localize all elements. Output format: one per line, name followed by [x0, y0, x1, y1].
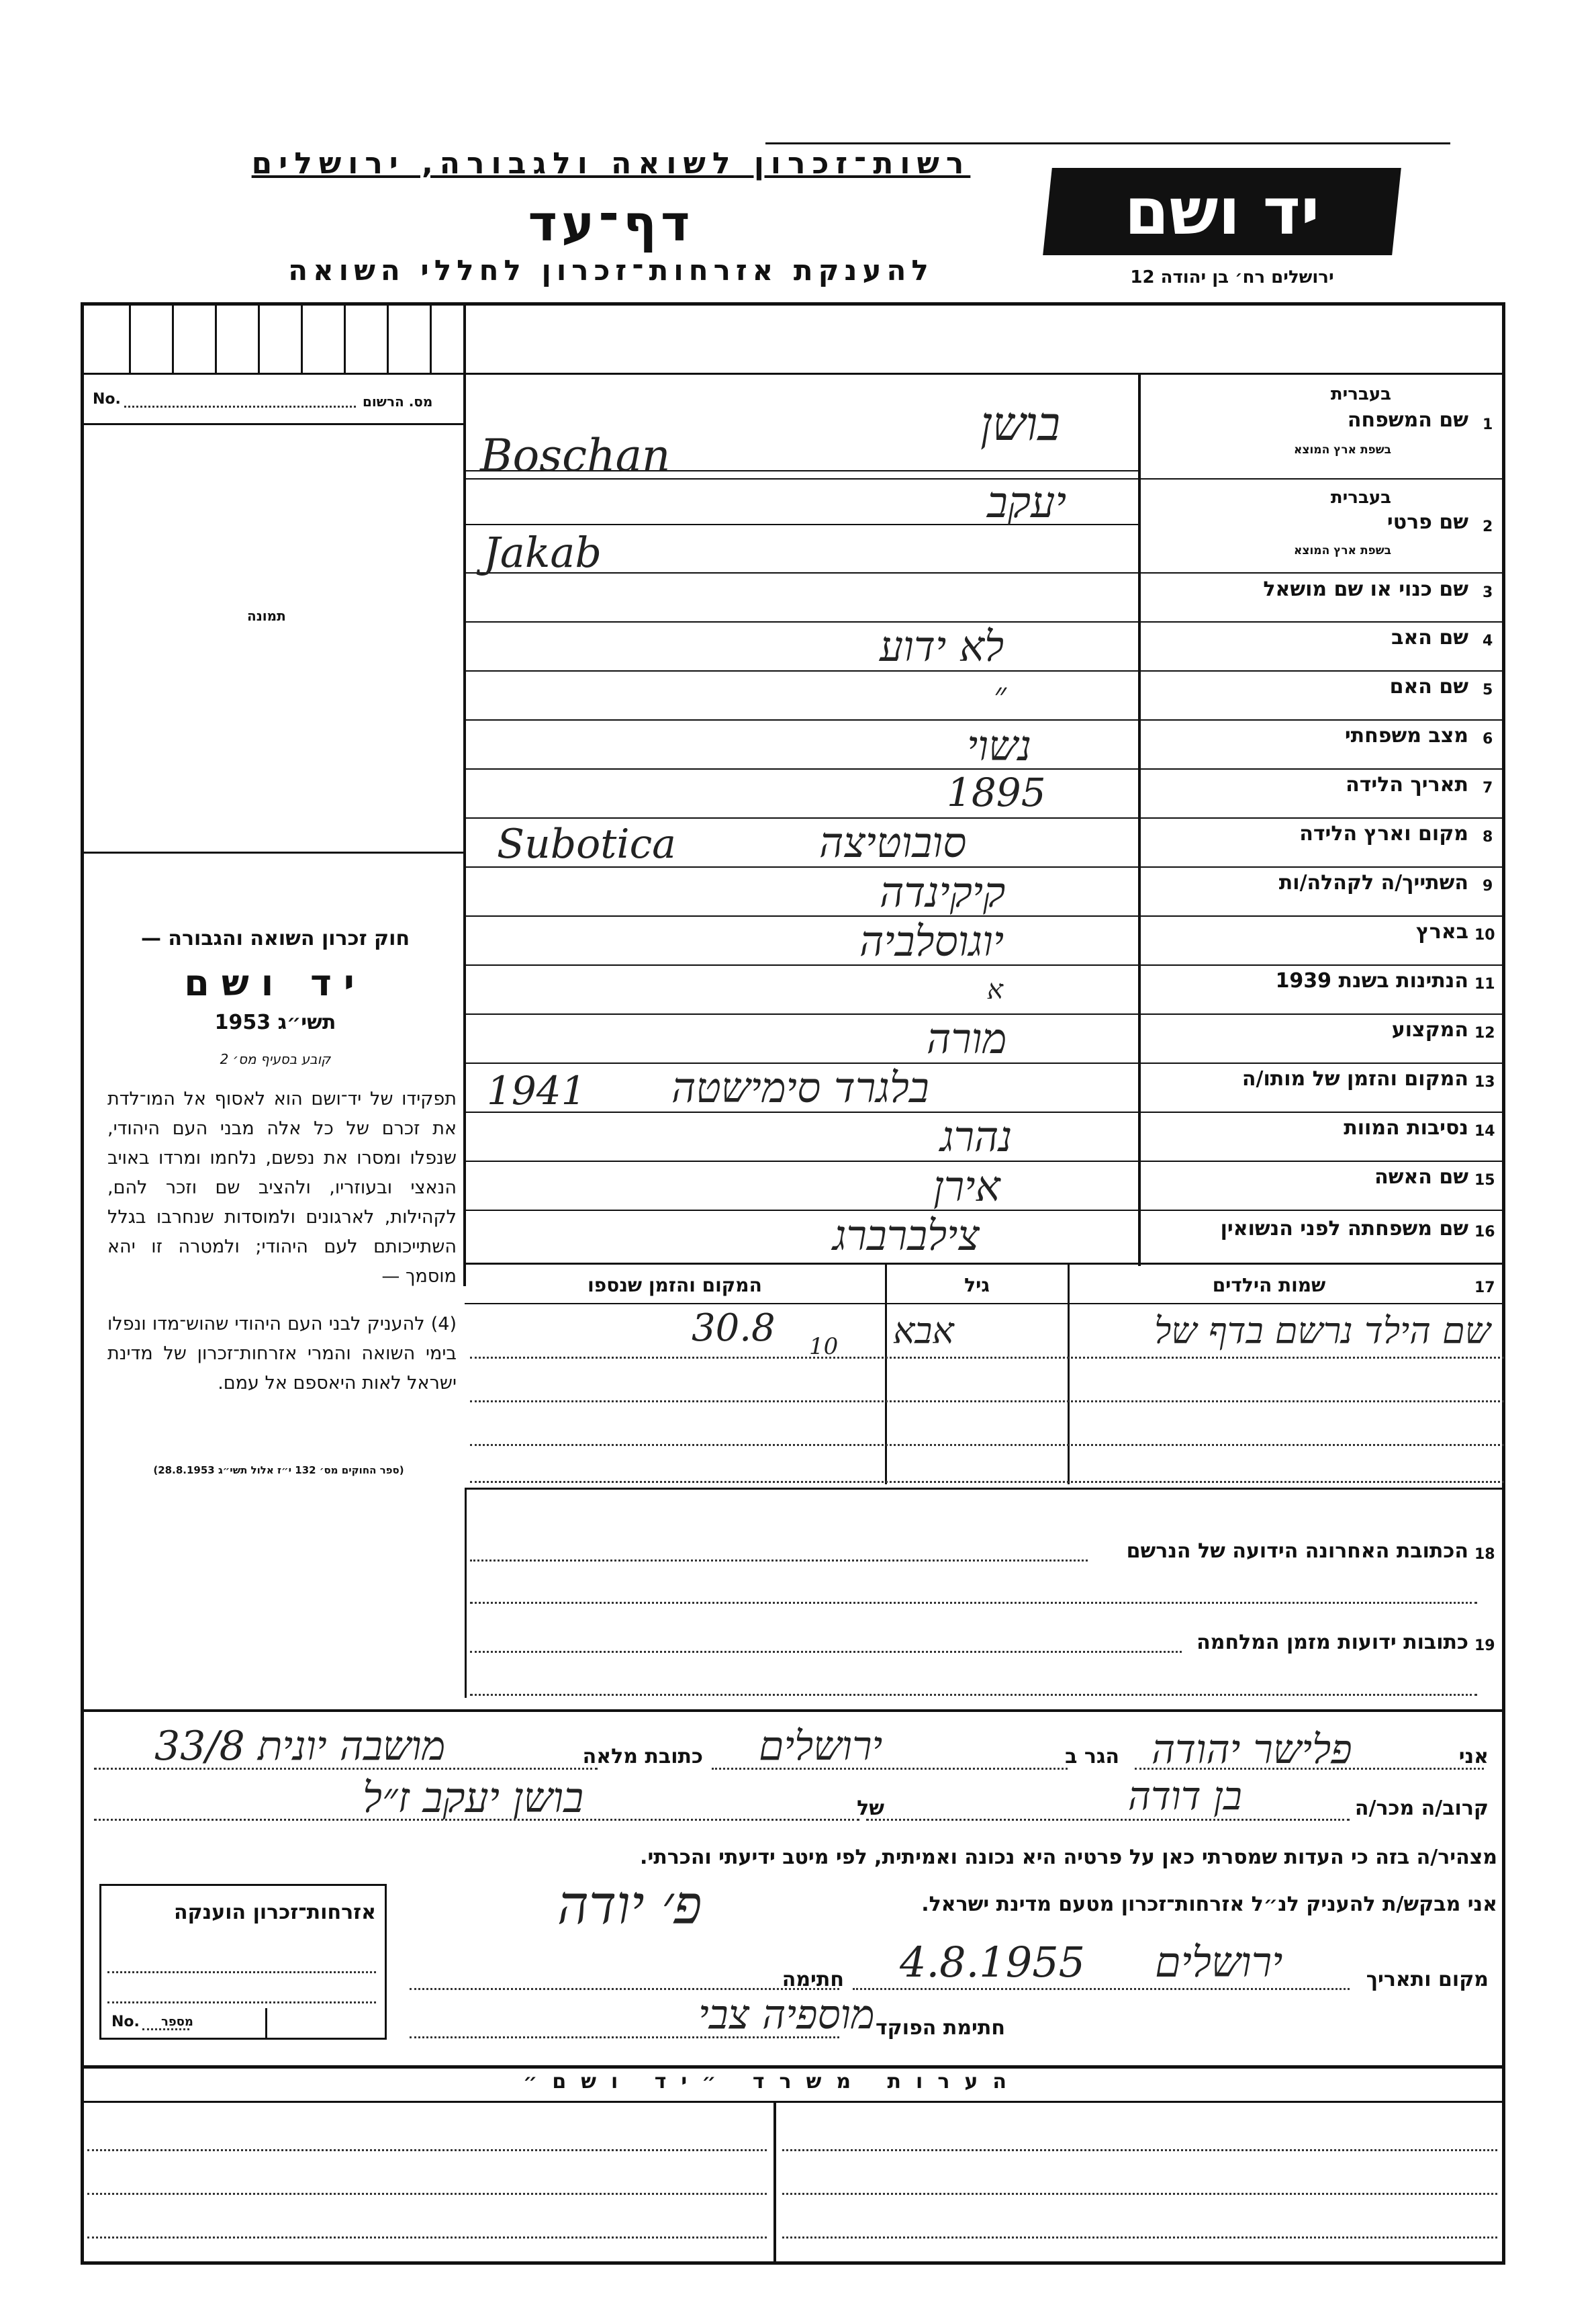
children-row-line-3 — [470, 1444, 1504, 1446]
field-7-label: תאריך הלידה — [1346, 773, 1468, 797]
left-column-divider — [463, 302, 466, 1286]
remarks-top-rule — [81, 2065, 1505, 2069]
decl-relation-label: קרוב/ה מכר/ה — [1354, 1797, 1489, 1820]
field-15-number: 15 — [1474, 1172, 1495, 1189]
remarks-col-divider — [773, 2101, 776, 2265]
field-11-value: א — [987, 975, 1004, 1005]
decl-signature: פ׳ יודה — [557, 1874, 702, 1936]
field-18-line-2 — [470, 1602, 1477, 1604]
decl-relation: בן דודה — [1128, 1773, 1242, 1819]
photo-box-bottom — [81, 852, 466, 854]
children-row-line-2 — [470, 1400, 1504, 1402]
decl-of-label: של — [857, 1797, 884, 1820]
children-row-place-2: 10 — [809, 1333, 839, 1360]
children-col-names: שמות הילדים — [1212, 1274, 1326, 1296]
decl-resides-label: הגר ב — [1065, 1745, 1119, 1768]
children-col-divider-1 — [1068, 1263, 1070, 1484]
field-16-label: שם משפחתה לפני הנשואין — [1220, 1217, 1468, 1240]
decl-relative-name: בושן יעקב ז״ל — [363, 1773, 584, 1822]
decl-date: 4.8.1955 — [900, 1938, 1086, 1987]
field-1-value-hebrew: בושן — [980, 396, 1061, 451]
logo-address: ירושלים רח׳ בן יהודה 12 — [1130, 267, 1334, 287]
label-column-divider — [1138, 373, 1141, 1266]
field-18-number: 18 — [1474, 1546, 1495, 1563]
registry-no-label: No. — [93, 391, 121, 408]
field-19-number: 19 — [1474, 1637, 1495, 1654]
decl-relation-line — [866, 1819, 1350, 1821]
field-9-number: 9 — [1483, 878, 1493, 895]
decl-address: מושבה יונית 33/8 — [154, 1723, 446, 1770]
field-14-label: נסיבות המוות — [1344, 1116, 1468, 1140]
field-19-line-2 — [470, 1694, 1477, 1696]
field-15-value: אירן — [933, 1162, 1000, 1211]
children-row-line-4 — [470, 1481, 1504, 1483]
field-4-value: לא ידוע — [880, 622, 1004, 671]
authority-title: רשות־זכרון לשואה ולגבורה, ירושלים — [251, 146, 971, 181]
law-text-2: (4) להעניק לבני העם היהודי שהוש־מדו ונפלו בימי השואה והמרי אזרחות־זכרון של מדינת ישראל לאות היאספם אל עמם. — [107, 1314, 457, 1394]
children-row-line-1 — [470, 1357, 1504, 1359]
field-1-sub-bottom: בשפת ארץ המוצא — [1293, 443, 1391, 457]
field-10-label: בארץ — [1415, 920, 1468, 944]
decl-city-line — [712, 1768, 1068, 1770]
law-year: תשי״ג 1953 — [214, 1011, 336, 1034]
remarks-left-line-1 — [87, 2149, 767, 2151]
stamp-box-num-label: מספר — [161, 2015, 193, 2029]
field-9-label: השתייך/ה לקהלה/ות — [1278, 871, 1468, 895]
field-1-sub-top: בעברית — [1330, 384, 1391, 404]
field-1-number: 1 — [1483, 416, 1493, 433]
field-4-label: שם האב — [1391, 626, 1468, 649]
field-14-number: 14 — [1474, 1123, 1495, 1140]
decl-place-date-line — [853, 1988, 1350, 1990]
law-title: יד ושם — [184, 962, 367, 1004]
decl-official-label: חתימת הפוקד — [876, 2016, 1005, 2040]
address-section-left — [465, 1490, 467, 1698]
field-2-sub-top: בעברית — [1330, 488, 1391, 508]
field-7-value: 1895 — [947, 770, 1046, 815]
field-10-number: 10 — [1474, 927, 1495, 944]
registry-rule — [81, 423, 466, 425]
children-header-rule — [465, 1303, 1505, 1304]
top-row-rule — [81, 373, 1505, 375]
field-4-number: 4 — [1483, 633, 1493, 649]
field-5-label: שם האם — [1389, 675, 1468, 698]
children-row-place: 30.8 — [692, 1306, 776, 1350]
remarks-right-line-3 — [782, 2236, 1497, 2239]
decl-official-line — [410, 2036, 839, 2038]
form-subtitle: להענקת אזרחות־זכרון לחללי השואה — [288, 254, 934, 287]
registry-no-line — [124, 406, 356, 408]
field-16-number: 16 — [1474, 1224, 1495, 1240]
field-11-label: הנתינות בשנת 1939 — [1275, 969, 1468, 993]
field-2-value-latin: Jakab — [483, 528, 602, 577]
field-8-label: מקום וארץ הלידה — [1299, 822, 1468, 846]
field-3-label: שם כנוי או שם מושאל — [1263, 578, 1468, 601]
decl-place-date-label: מקום ותאריך — [1366, 1968, 1489, 1991]
remarks-left-line-2 — [87, 2193, 767, 2195]
decl-name-line — [1135, 1768, 1484, 1770]
law-clause: קובע בסעיף מס׳ 2 — [220, 1051, 331, 1067]
field-18-line-1 — [470, 1560, 1088, 1562]
decl-statement-2: אני מבקש/ת להעניק לנ״ל אזרחות־זכרון מטעם מדינת ישראל. — [921, 1893, 1497, 1916]
decl-relative-line — [94, 1819, 859, 1821]
remarks-title: הערות משרד ״יד ושם״ — [523, 2070, 1021, 2093]
field-8-value-hebrew: סובוטיצה — [819, 818, 967, 867]
children-row-age: אבא — [893, 1310, 954, 1352]
law-text: תפקידו של יד־ושם הוא לאסוף אל המו־לדת את זכרם של כל אלה מבני העם היהודי, שנפלו ומסרו את נפשם, נלחמו ומרדו באויב הנאצי ובעוזריו, ולהציב שם וזכר להם, לקהילות, לארגונים ולמוסדות שנחרבו בגלל השתייכותם לעם היהודי; ולמטרה זו יהא מוסמך — — [107, 1089, 457, 1287]
address-section-top — [465, 1488, 1505, 1490]
field-1-value-latin: Boschan — [480, 430, 671, 482]
decl-place: ירושלים — [1155, 1938, 1283, 1987]
decl-name: פלישר יהודה — [1152, 1726, 1352, 1773]
field-14-value: נהרג — [940, 1112, 1013, 1161]
decl-address-label: כתובת מלאה — [582, 1745, 703, 1768]
field-10-value: יוגוסלביה — [859, 917, 1004, 966]
decl-statement-1: מצהיר/ה בזה כי העדות שמסרתי כאן על פרטיה היא נכונה ואמיתית, לפי מיטב ידיעתי והכרתי. — [640, 1846, 1497, 1869]
stamp-box-title: אזרחות־זכרון הוענקה — [173, 1901, 376, 1924]
field-1-label: שם המשפחה — [1347, 408, 1468, 432]
remarks-header-rule — [81, 2101, 1505, 2103]
field-12-label: המקצוע — [1391, 1018, 1468, 1042]
field-7-number: 7 — [1483, 780, 1493, 797]
decl-official: מוספיה צבי — [698, 1991, 875, 2038]
field-2-number: 2 — [1483, 518, 1493, 535]
field-2-sub-bottom: בשפת ארץ המוצא — [1293, 544, 1391, 557]
decl-signature-line — [410, 1988, 839, 1990]
decl-signature-label: חתימה — [782, 1968, 844, 1991]
stamp-box-line-1 — [107, 1971, 376, 1973]
field-6-label: מצב משפחתי — [1344, 724, 1468, 748]
remarks-right-line-2 — [782, 2193, 1497, 2195]
field-2-value-hebrew: יעקב — [987, 478, 1067, 528]
field-13-label: המקום והזמן של מותו/ה — [1241, 1067, 1468, 1091]
field-13-number: 13 — [1474, 1074, 1495, 1091]
registry-heb-label: מס. הרשום — [363, 394, 433, 410]
decl-address-line — [94, 1768, 598, 1770]
declaration-top-rule — [81, 1709, 1505, 1712]
stamp-box-no: No. — [111, 2014, 140, 2030]
logo-text: יד ושם — [1124, 174, 1320, 249]
children-col-place: המקום והזמן שנספו — [588, 1274, 762, 1296]
field-19-line-1 — [470, 1651, 1182, 1653]
field-9-value: קיקינדה — [880, 868, 1006, 917]
field-18-label: הכתובת האחרונה הידועה של הנרשם — [1126, 1539, 1468, 1563]
law-heading: חוק זכרון השואה והגבורה — — [140, 927, 410, 950]
field-11-number: 11 — [1474, 976, 1495, 993]
field-5-number: 5 — [1483, 682, 1493, 698]
remarks-right-line-1 — [782, 2149, 1497, 2151]
children-number: 17 — [1474, 1279, 1495, 1296]
field-8-value-latin: Subotica — [497, 821, 676, 868]
field-13-value-year: 1941 — [487, 1068, 586, 1114]
field-12-number: 12 — [1474, 1025, 1495, 1042]
header-rule — [765, 142, 1450, 144]
field-3-number: 3 — [1483, 584, 1493, 601]
photo-label: תמונה — [247, 608, 286, 624]
field-16-value: צילברברג — [833, 1211, 980, 1260]
stamp-box-divider — [265, 2008, 267, 2040]
form-title: דף־עד — [528, 195, 694, 253]
law-source: (ספר החוקים מס׳ 132 י״ז אלול תשי״ג 28.8.1953) — [153, 1464, 404, 1476]
field-8-number: 8 — [1483, 829, 1493, 846]
field-19-label: כתובות ידועות מזמן המלחמה — [1196, 1631, 1468, 1654]
decl-i-label: אני — [1458, 1745, 1489, 1768]
field-6-number: 6 — [1483, 731, 1493, 748]
field-2-label: שם פרטי — [1387, 510, 1468, 534]
field-13-value-place: בלגרד סימישטה — [671, 1063, 929, 1112]
remarks-left-line-3 — [87, 2236, 767, 2239]
field-15-label: שם האשה — [1374, 1165, 1468, 1189]
children-col-age: גיל — [964, 1274, 990, 1296]
field-5-value: ״ — [994, 675, 1006, 714]
field-6-value: נשוי — [967, 721, 1032, 770]
stamp-box-line-2 — [107, 2001, 376, 2003]
field-12-value: מורה — [927, 1014, 1007, 1063]
children-row-name: שם הילד נרשם בדף של — [1154, 1310, 1491, 1352]
decl-city: ירושלים — [759, 1723, 883, 1770]
